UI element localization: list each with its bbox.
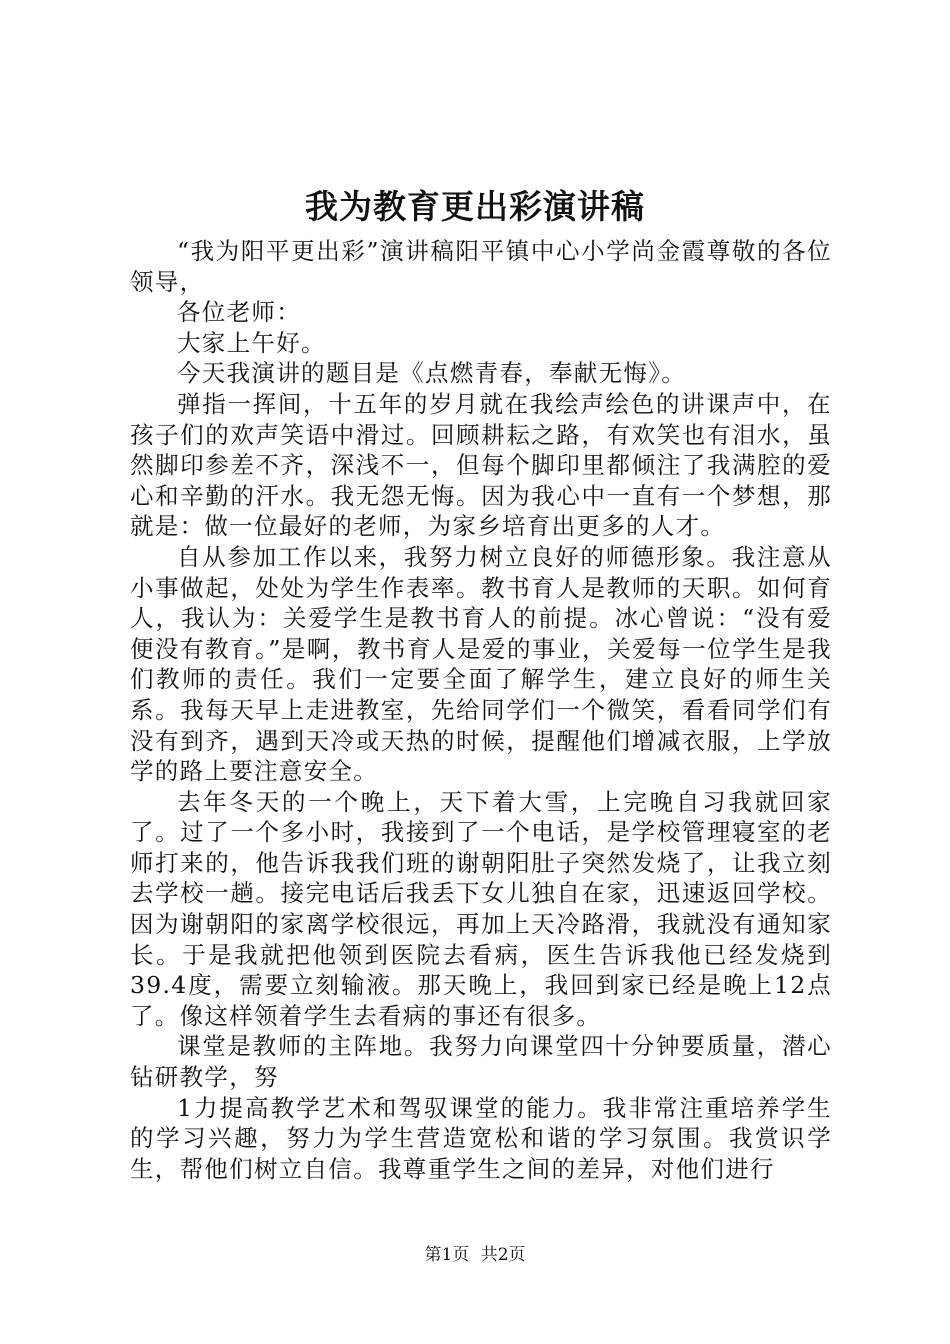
paragraph-salutation: 各位老师：	[177, 298, 301, 327]
document-body	[130, 236, 832, 1184]
document-title: 我为教育更出彩演讲稿	[305, 187, 645, 226]
paragraph-winter-night: 去年冬天的一个晚上，天下着大雪，上完晚自习我就回家了。过了一个多小时，我接到了一个电话，是学校管理寝室的老师打来的，他告诉我我们班的谢朝阳肚子突然发烧了，让我立刻去学校一趟。接完电话后我丢下女儿独自在家，迅速返回学校。因为谢朝阳的家离学校很远，再加上天冷路滑，我就没有通知家长。于是我就把他领到医院去看病，医生告诉我他已经发烧到39.4度，需要立刻输液。那天晚上，我回到家已经是晚上12点了。像这样领着学生去看病的事还有很多。	[130, 787, 832, 1030]
paragraph-teaching-art: 1力提高教学艺术和驾驭课堂的能力。我非常注重培养学生的学习兴趣，努力为学生营造宽松和谐的学习氛围。我赏识学生，帮他们树立自信。我尊重学生之间的差异，对他们进行	[130, 1093, 832, 1183]
paragraph-greeting: “我为阳平更出彩”演讲稿阳平镇中心小学尚金霞尊敬的各位领导，	[130, 237, 832, 296]
paragraph-teacher-ethics: 自从参加工作以来，我努力树立良好的师德形象。我注意从小事做起，处处为学生作表率。教书育人是教师的天职。如何育人，我认为：关爱学生是教书育人的前提。冰心曾说：“没有爱便没有教育。”是啊，教书育人是爱的事业，关爱每一位学生是我们教师的责任。我们一定要全面了解学生，建立良好的师生关系。我每天早上走进教室，先给同学们一个微笑，看看同学们有没有到齐，遇到天冷或天热的时候，提醒他们增减衣服，上学放学的路上要注意安全。	[130, 542, 832, 786]
paragraph-topic: 今天我演讲的题目是《点燃青春，奉献无悔》。	[177, 359, 687, 388]
paragraph-fifteen-years: 弹指一挥间，十五年的岁月就在我绘声绘色的讲课声中，在孩子们的欢声笑语中滑过。回顾耕耘之路，有欢笑也有泪水，虽然脚印参差不齐，深浅不一，但每个脚印里都倾注了我满腔的爱心和辛勤的汗水。我无怨无悔。因为我心中一直有一个梦想，那就是：做一位最好的老师，为家乡培育出更多的人才。	[130, 389, 832, 541]
page-number: 第1页	[424, 1245, 470, 1265]
page-footer	[0, 1243, 950, 1267]
paragraph-classroom: 课堂是教师的主阵地。我努力向课堂四十分钟要质量，潜心钻研教学，努	[130, 1032, 832, 1092]
paragraph-good-morning: 大家上午好。	[177, 328, 326, 357]
page-total: 共2页	[480, 1245, 526, 1265]
